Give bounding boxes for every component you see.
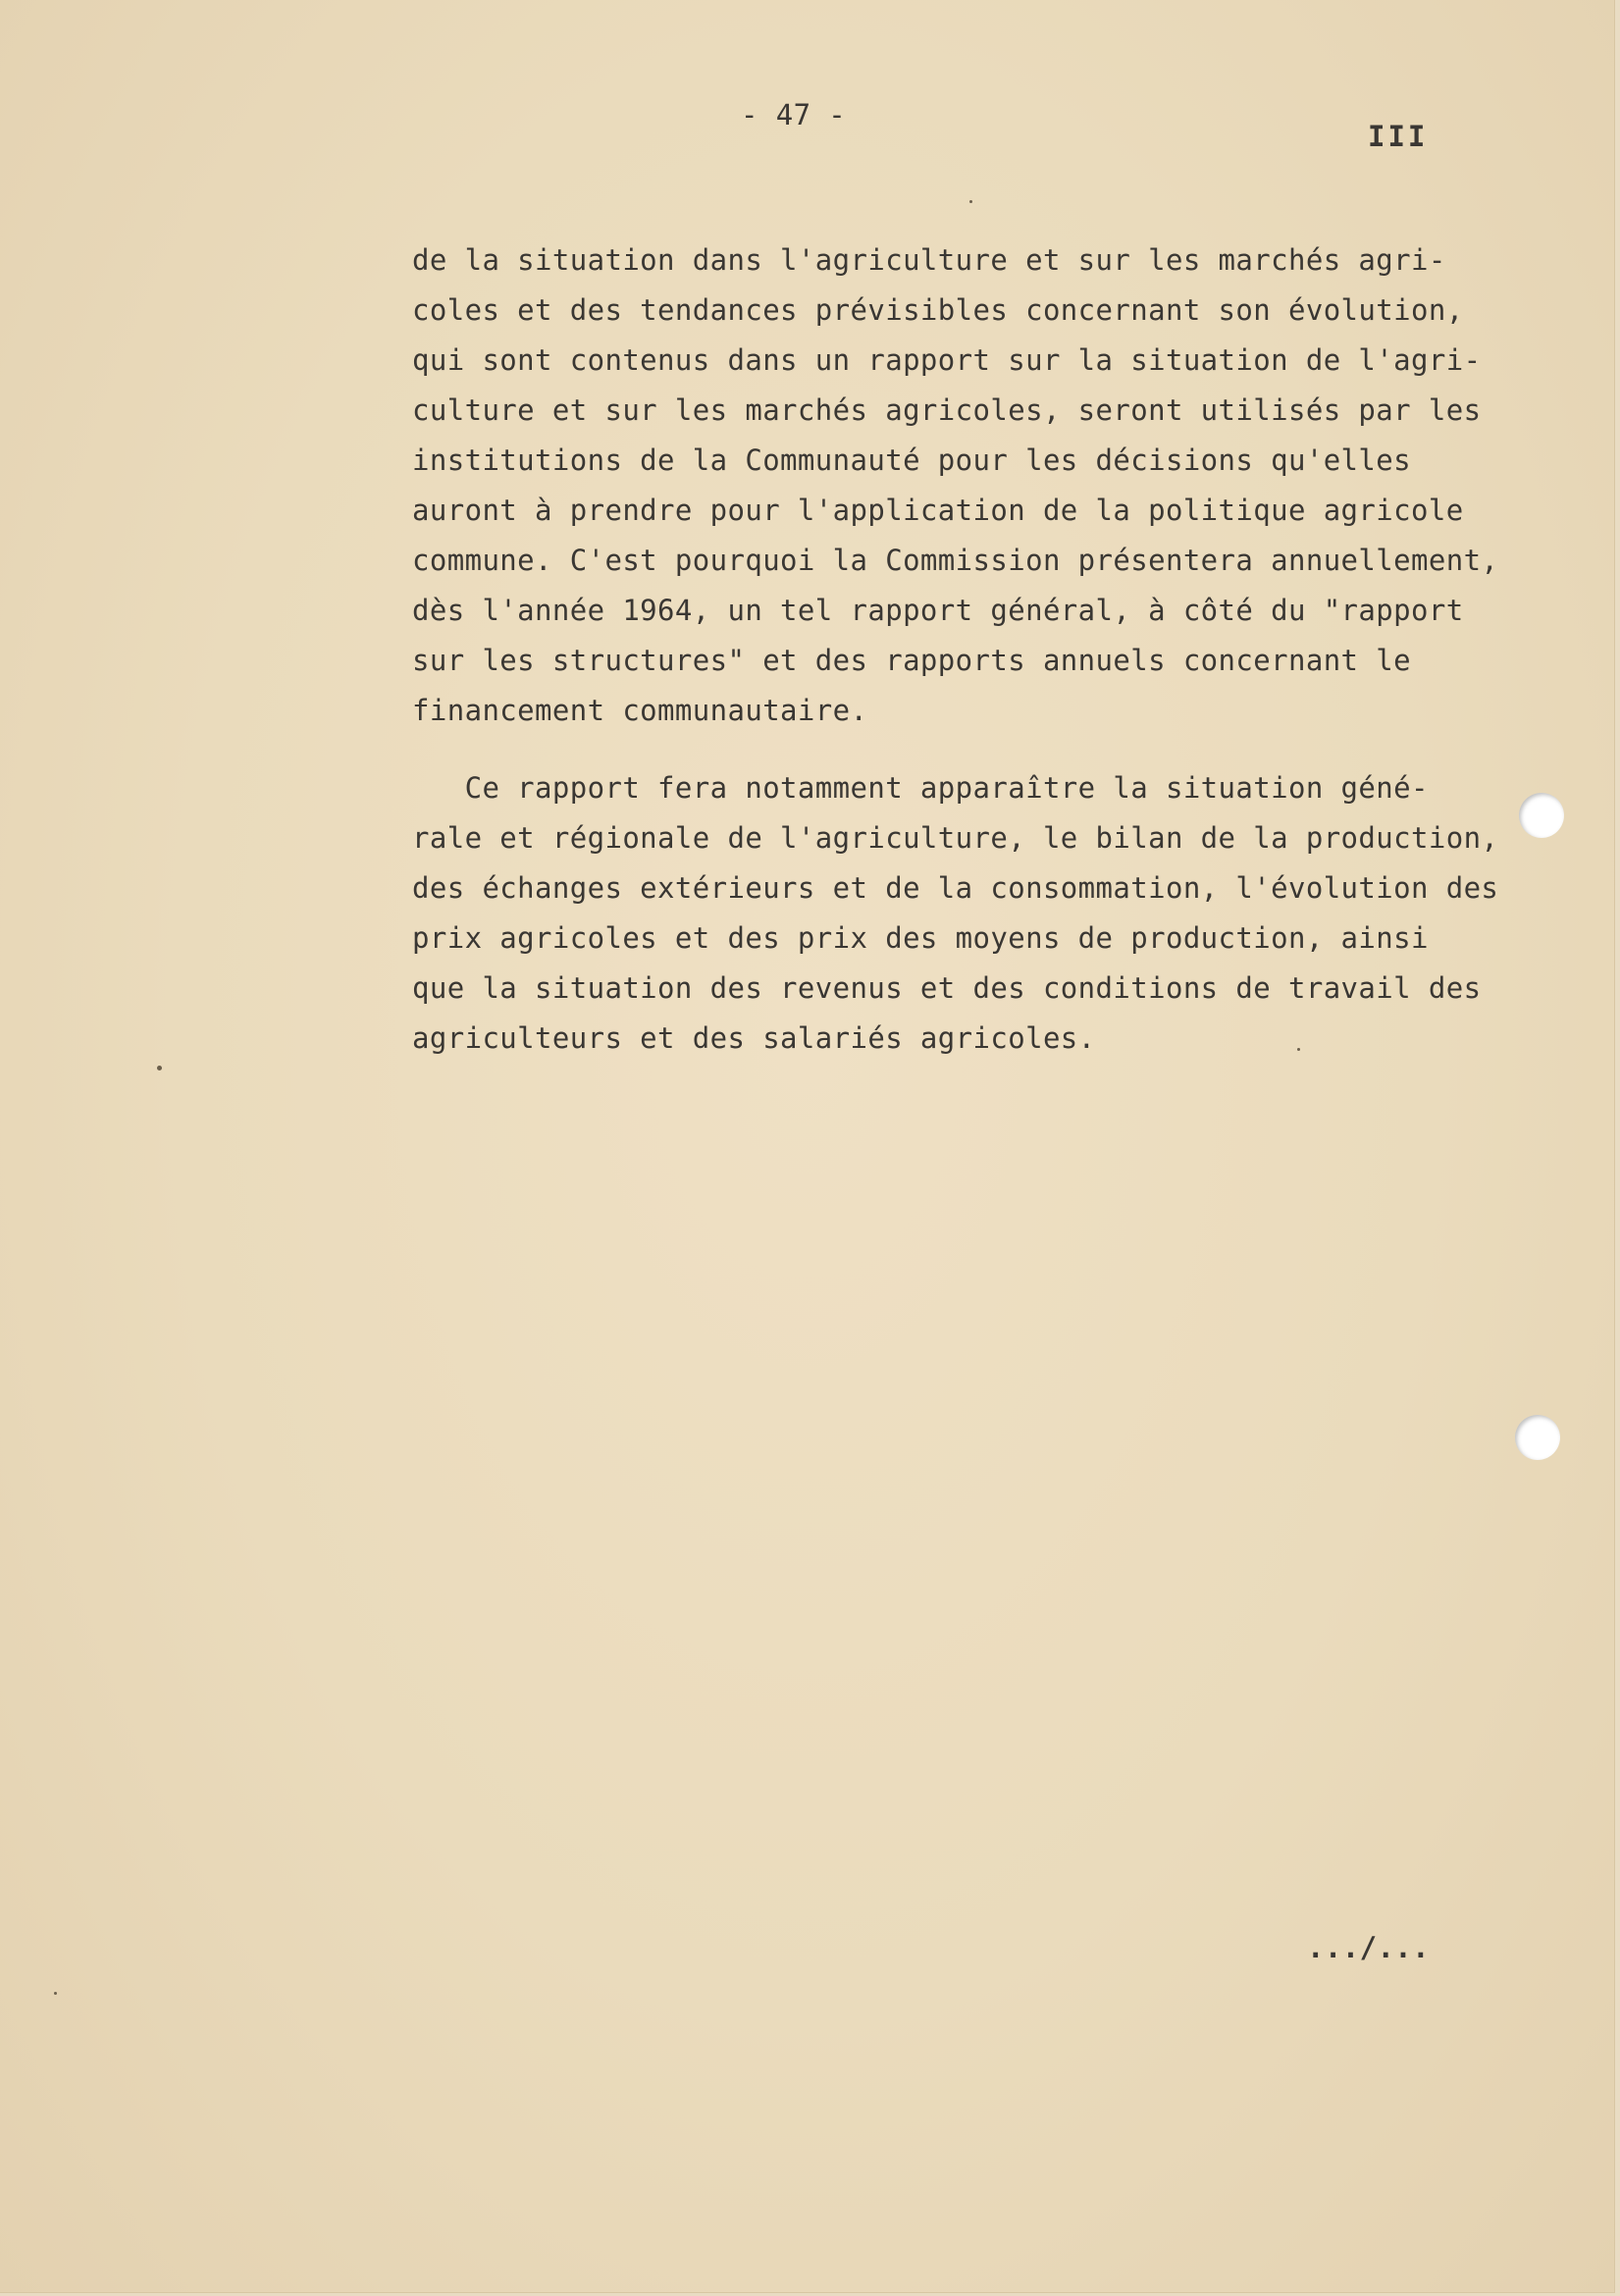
annex-mark: III [1368,120,1429,153]
punch-hole [1515,1415,1560,1460]
text-line: institutions de la Communauté pour les décisions qu'elles [412,444,1411,477]
text-line: qui sont contenus dans un rapport sur la situation de l'agri- [412,343,1482,377]
text-line: dès l'année 1964, un tel rapport général, à côté du "rapport [412,594,1464,627]
paper-speck [1297,1048,1300,1051]
paper-speck [157,1066,162,1070]
text-line: sur les structures" et des rapports annuels concernant le [412,644,1411,677]
text-line: coles et des tendances prévisibles concernant son évolution, [412,293,1464,327]
text-line: que la situation des revenus et des conditions de travail des [412,971,1482,1005]
continuation-mark: .../... [1307,1931,1431,1964]
paper-speck [969,200,972,203]
text-line: agriculteurs et des salariés agricoles. [412,1021,1096,1055]
text-line: rale et régionale de l'agriculture, le bilan de la production, [412,821,1499,855]
paragraph-2 [412,763,1499,1064]
text-line: Ce rapport fera notamment apparaître la situation géné- [412,771,1429,805]
text-line: des échanges extérieurs et de la consommation, l'évolution des [412,871,1499,905]
page-number: - 47 - [741,98,847,131]
text-line: commune. C'est pourquoi la Commission présentera annuellement, [412,544,1499,577]
paragraph-1 [412,235,1499,736]
text-line: financement communautaire. [412,694,868,727]
text-line: de la situation dans l'agriculture et sur les marchés agri- [412,243,1446,277]
text-line: prix agricoles et des prix des moyens de production, ainsi [412,921,1429,955]
text-line: culture et sur les marchés agricoles, seront utilisés par les [412,393,1482,427]
paper-speck [54,1992,57,1995]
text-line: auront à prendre pour l'application de la politique agricole [412,494,1464,527]
punch-hole [1519,793,1564,838]
